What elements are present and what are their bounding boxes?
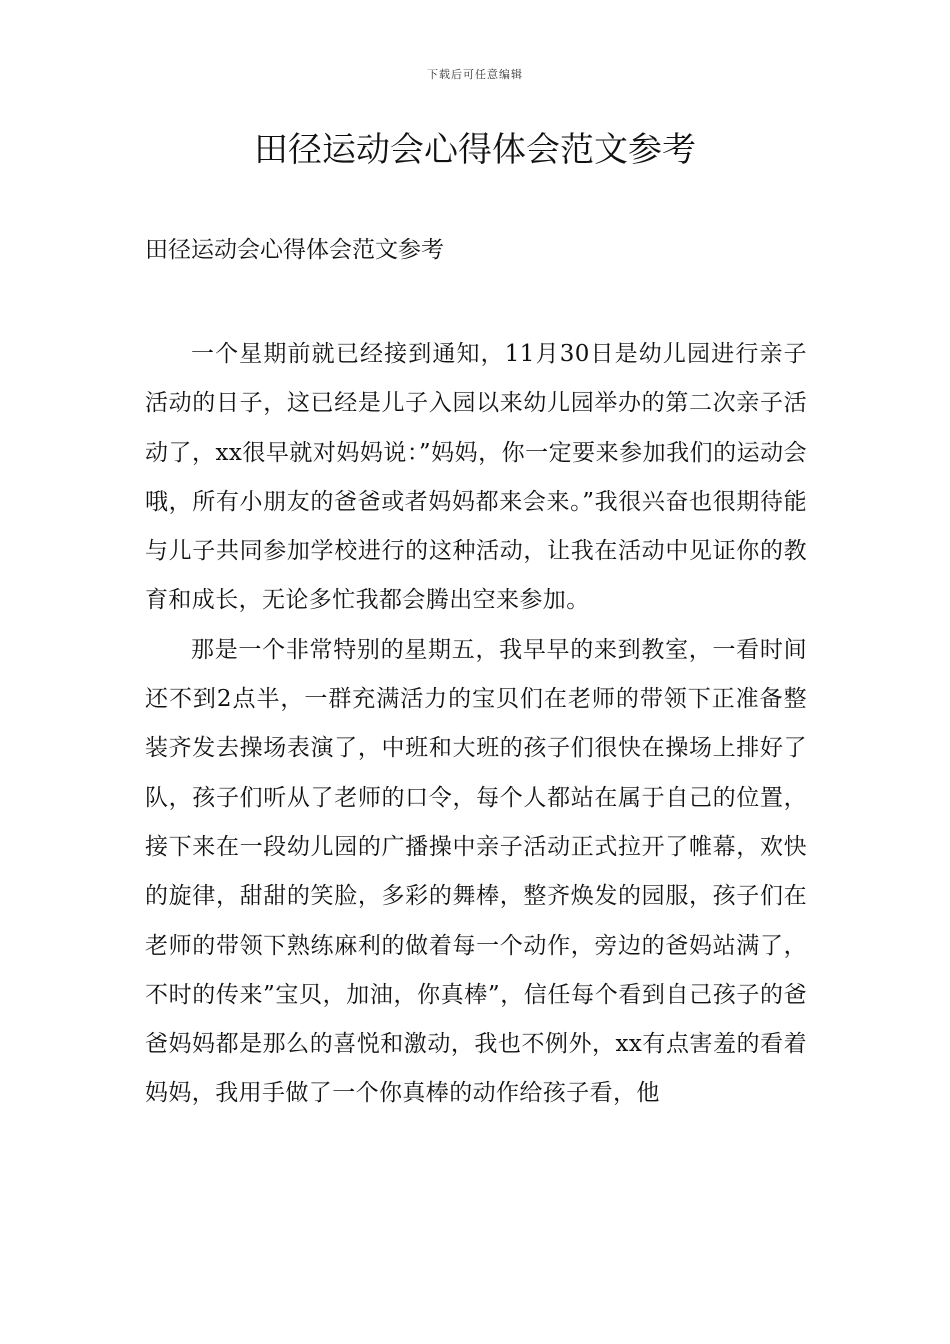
header-note: 下载后可任意编辑: [427, 68, 523, 81]
document-subtitle: 田径运动会心得体会范文参考: [145, 237, 444, 263]
paragraph-2: 那是一个非常特别的星期五，我早早的来到教室，一看时间还不到2点半，一群充满活力的宝贝们在老师的带领下正准备整装齐发去操场表演了，中班和大班的孩子们很快在操场上排好了队，孩子们听从了老师的口令，每个人都站在属于自己的位置，接下来在一段幼儿园的广播操中亲子活动正式拉开了帷幕，欢快的旋律，甜甜的笑脸，多彩的舞棒，整齐焕发的园服，孩子们在老师的带领下熟练麻利的做着每一个动作，旁边的爸妈站满了，不时的传来”宝贝，加油，你真棒”，信任每个看到自己孩子的爸爸妈妈都是那么的喜悦和激动，我也不例外，xx有点害羞的看着妈妈，我用手做了一个你真棒的动作给孩子看，他: [145, 636, 807, 1107]
paragraph-1: 一个星期前就已经接到通知，11月30日是幼儿园进行亲子活动的日子，这已经是儿子入园以来幼儿园举办的第二次亲子活动了，xx很早就对妈妈说：”妈妈，你一定要来参加我们的运动会哦，所有小朋友的爸爸或者妈妈都来会来。”我很兴奋也很期待能与儿子共同参加学校进行的这种活动，让我在活动中见证你的教育和成长，无论多忙我都会腾出空来参加。: [145, 341, 807, 614]
document-title: 田径运动会心得体会范文参考: [254, 130, 696, 170]
document-body: [145, 330, 807, 1119]
